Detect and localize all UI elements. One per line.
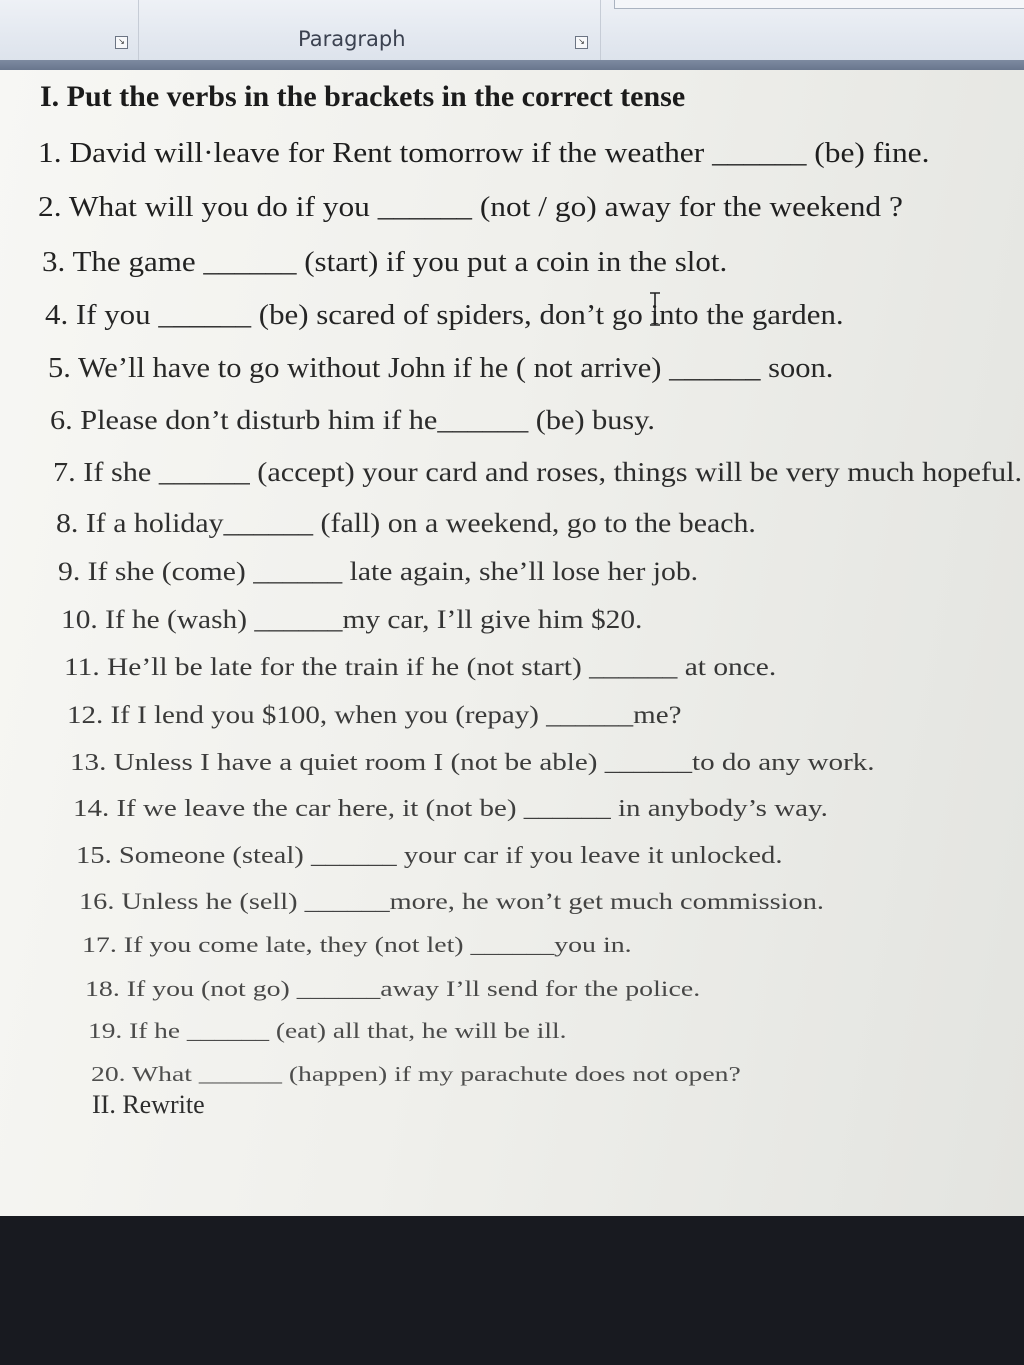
ribbon-group-styles — [600, 0, 1024, 60]
exercise-item: 2. What will you do if you ______ (not / go) away for the weekend ? — [38, 192, 903, 223]
exercise-item: 12. If I lend you $100, when you (repay) ______me? — [67, 702, 682, 729]
exercise-item: 14. If we leave the car here, it (not be) ______ in anybody’s way. — [73, 796, 828, 822]
exercise-heading: I. Put the verbs in the brackets in the correct tense — [40, 80, 686, 113]
ribbon-group-font — [0, 0, 139, 60]
exercise-item: 19. If he ______ (eat) all that, he will be ill. — [88, 1018, 567, 1043]
document-page[interactable] — [0, 70, 1024, 1216]
dialog-launcher-icon[interactable]: ↘ — [115, 36, 128, 49]
exercise-item: 17. If you come late, they (not let) ______you in. — [82, 932, 632, 957]
exercise-item: 4. If you ______ (be) scared of spiders, don’t go into the garden. — [45, 300, 844, 331]
ribbon-group-paragraph — [138, 0, 601, 60]
exercise-item: 11. He’ll be late for the train if he (not start) ______ at once. — [64, 654, 777, 681]
text-cursor-icon — [648, 292, 662, 326]
exercise-item: 7. If she ______ (accept) your card and roses, things will be very much hopeful. — [53, 457, 1023, 487]
exercise-item: 9. If she (come) ______ late again, she’ll lose her job. — [58, 557, 699, 586]
exercise-item: 5. We’ll have to go without John if he ( not arrive) ______ soon. — [48, 353, 834, 384]
section-heading-rewrite: II. Rewrite — [92, 1090, 205, 1119]
exercise-item: 15. Someone (steal) ______ your car if you leave it unlocked. — [76, 843, 783, 869]
monitor-bezel — [0, 1216, 1024, 1365]
ribbon — [0, 0, 1024, 61]
exercise-item: 1. David will·leave for Rent tomorrow if the weather ______ (be) fine. — [38, 138, 930, 169]
exercise-item: 20. What ______ (happen) if my parachute does not open? — [91, 1062, 741, 1086]
exercise-item: 6. Please don’t disturb him if he______ (be) busy. — [50, 405, 655, 435]
styles-gallery[interactable] — [614, 0, 1024, 9]
exercise-item: 10. If he (wash) ______my car, I’ll give him $20. — [61, 605, 643, 634]
dialog-launcher-icon[interactable]: ↘ — [575, 36, 588, 49]
exercise-item: 13. Unless I have a quiet room I (not be able) ______to do any work. — [70, 750, 875, 776]
exercise-item: 16. Unless he (sell) ______more, he won’t get much commission. — [79, 889, 824, 914]
paragraph-group-label: Paragraph — [298, 27, 406, 51]
exercise-item: 8. If a holiday______ (fall) on a weekend, go to the beach. — [56, 508, 756, 538]
exercise-item: 18. If you (not go) ______away I’ll send for the police. — [85, 976, 701, 1001]
exercise-item: 3. The game ______ (start) if you put a coin in the slot. — [42, 247, 728, 278]
